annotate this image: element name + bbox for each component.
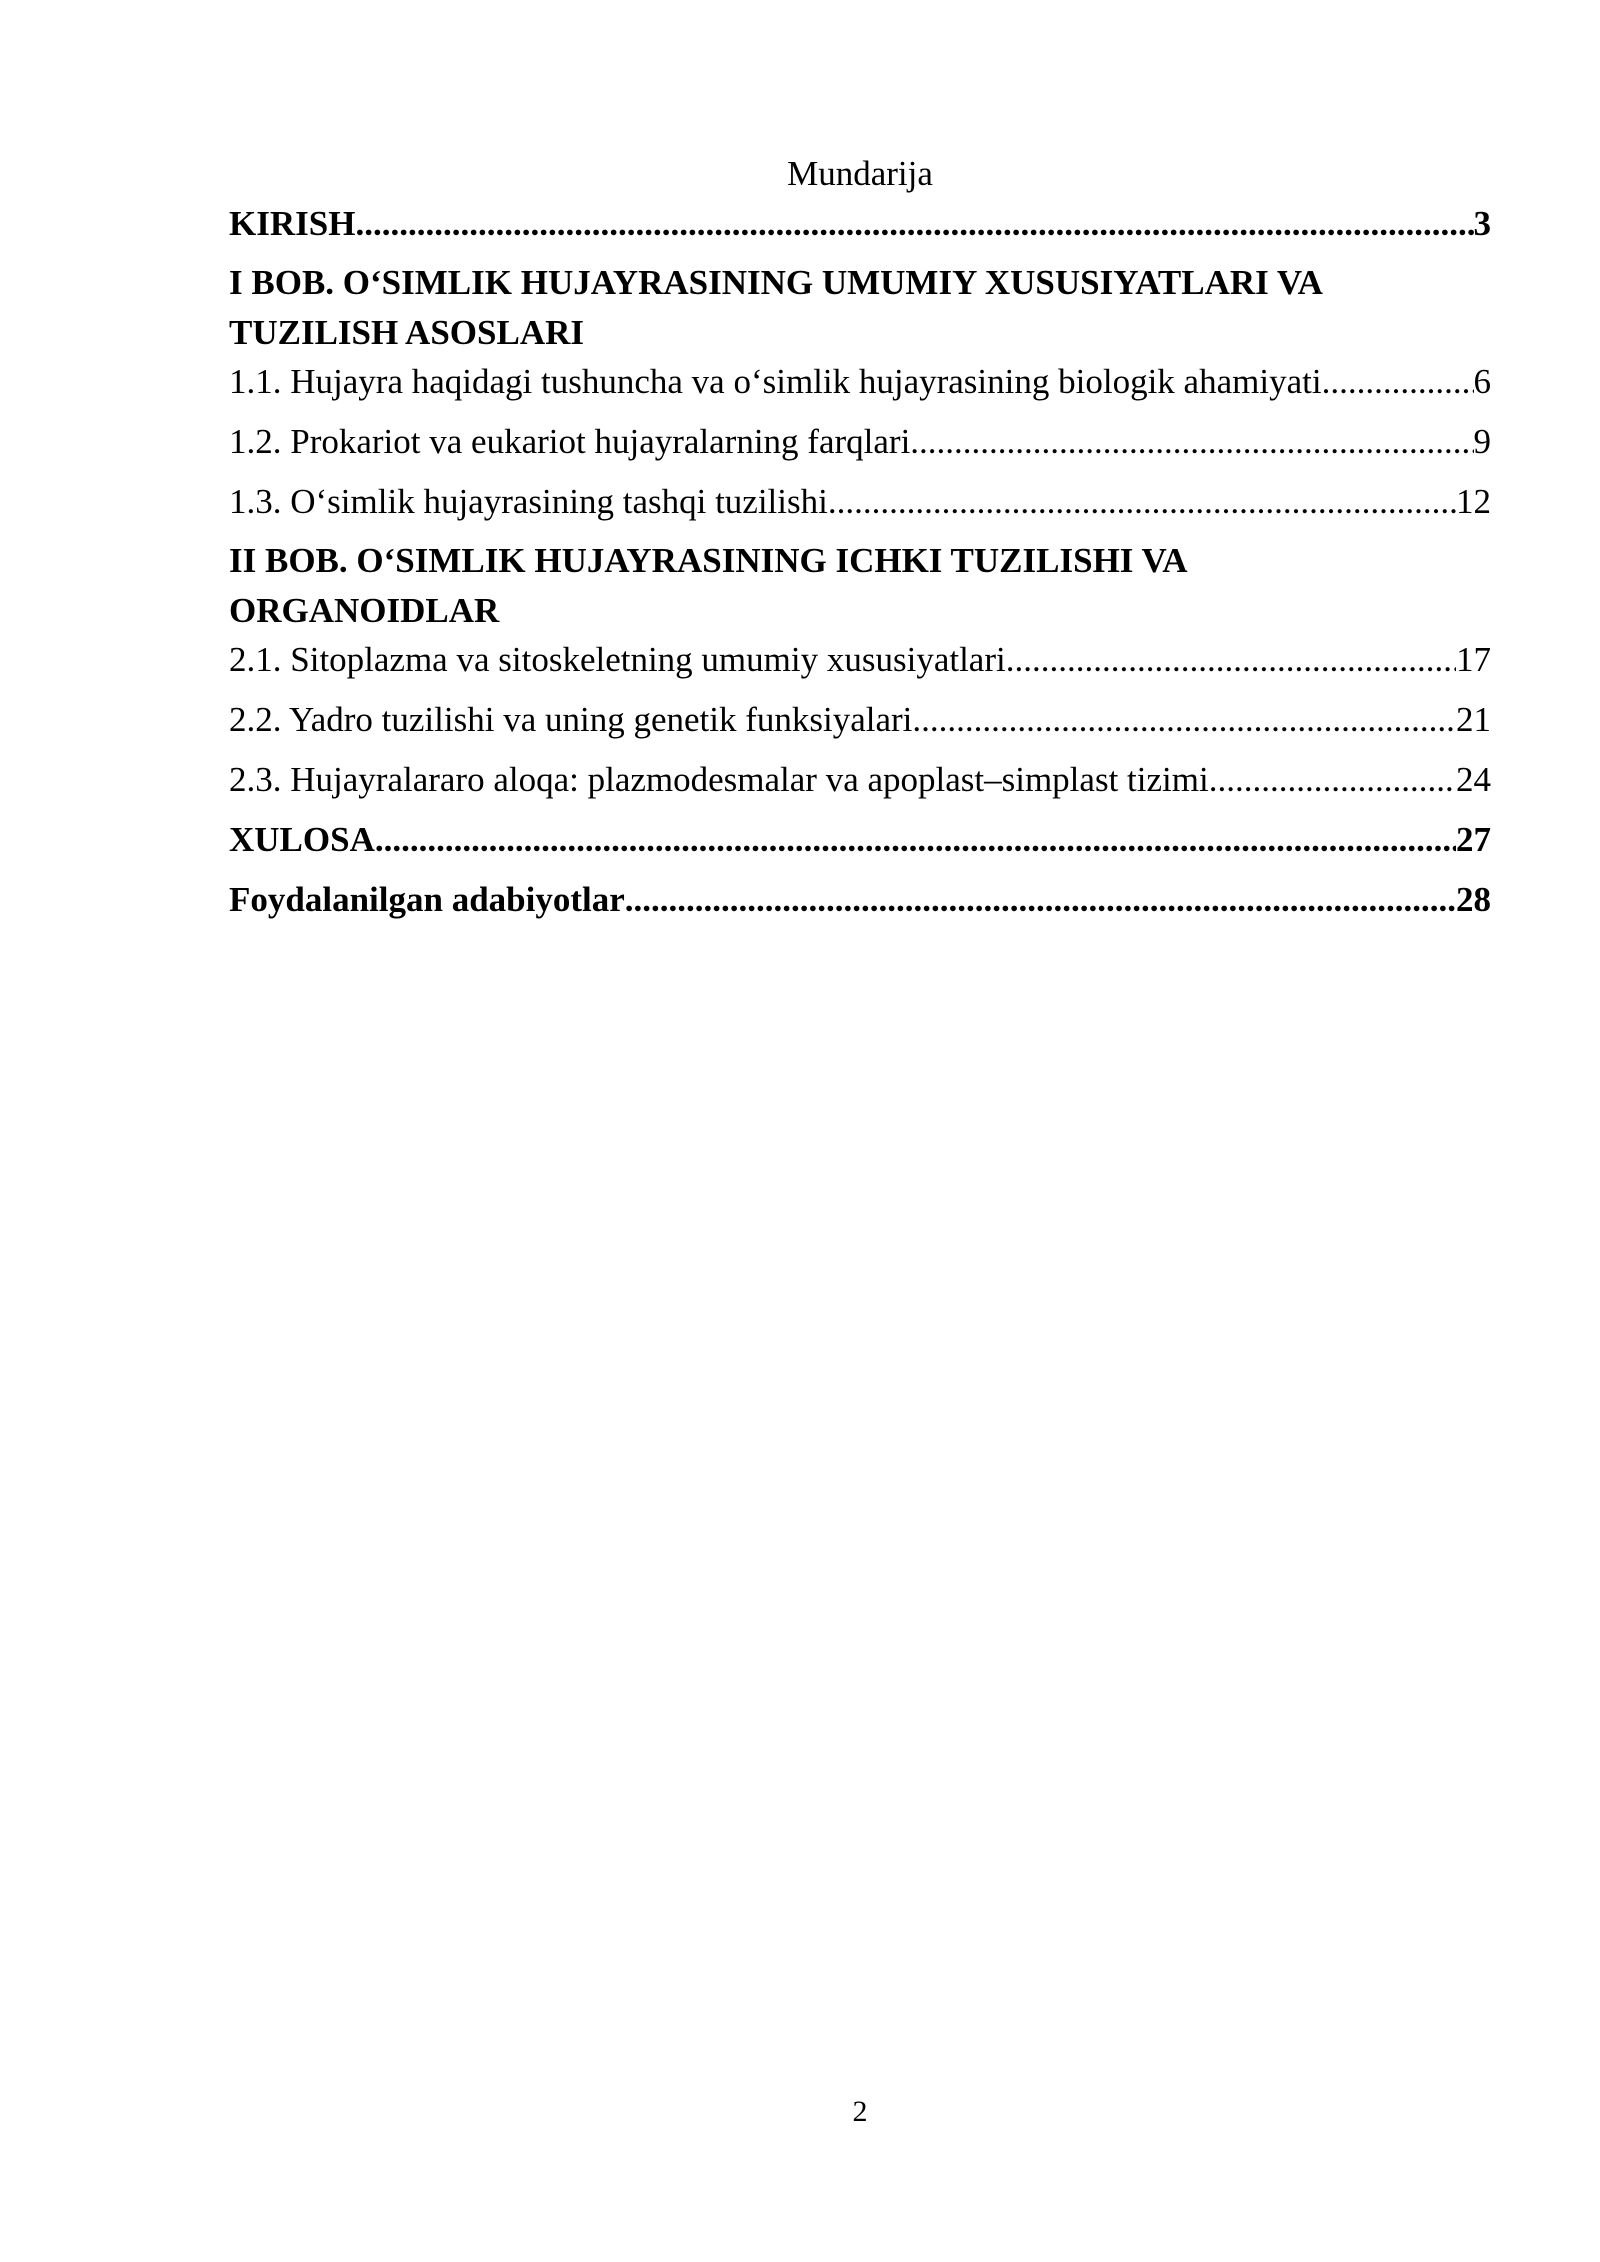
toc-entry-page: 28 (1456, 880, 1491, 919)
toc-entry-label: KIRISH (229, 204, 356, 243)
toc-entry-1-1[interactable] (229, 358, 1491, 406)
dot-leader (1006, 636, 1456, 684)
toc-entry-2-1[interactable] (229, 636, 1491, 684)
toc-entry-label: 2.1. Sitoplazma va sitoskeletning umumiy xususiyatlari (229, 640, 1006, 679)
toc-entry-page: 27 (1456, 820, 1491, 859)
dot-leader (1322, 358, 1474, 406)
toc-entry-page: 24 (1456, 760, 1491, 799)
toc-entry-label: 1.3. O‘simlik hujayrasining tashqi tuzilishi (229, 482, 828, 521)
toc-entry-label: XULOSA (229, 820, 375, 859)
toc-entry-label: 2.3. Hujayralararo aloqa: plazmodesmalar va apoplast–simplast tizimi (229, 760, 1209, 799)
toc-chapter-1[interactable] (229, 258, 1491, 358)
chapter-title-line: I BOB. O‘SIMLIK HUJAYRASINING UMUMIY XUSUSIYATLARI VA (229, 263, 1323, 302)
toc-entry-label: Foydalanilgan adabiyotlar (229, 880, 625, 919)
toc-entry-label: 1.2. Prokariot va eukariot hujayralarning farqlari (229, 422, 911, 461)
toc-entry-page: 9 (1473, 422, 1491, 461)
toc-entry-xulosa[interactable] (229, 816, 1491, 864)
dot-leader (375, 816, 1456, 864)
dot-leader (355, 200, 1473, 248)
toc-entry-page: 12 (1456, 482, 1491, 521)
page-number: 2 (852, 2095, 868, 2128)
chapter-title-line: ORGANOIDLAR (229, 591, 500, 630)
toc-entry-1-2[interactable] (229, 418, 1491, 466)
toc-entry-2-2[interactable] (229, 696, 1491, 744)
toc-entry-page: 6 (1473, 362, 1491, 401)
dot-leader (912, 696, 1456, 744)
toc-entry-page: 3 (1473, 204, 1491, 243)
toc-entry-page: 17 (1456, 640, 1491, 679)
toc-entry-adabiyotlar[interactable] (229, 876, 1491, 924)
toc-chapter-2[interactable] (229, 536, 1491, 636)
chapter-title-line: TUZILISH ASOSLARI (229, 313, 585, 352)
toc-entry-label: 1.1. Hujayra haqidagi tushuncha va o‘simlik hujayrasining biologik ahamiyati (229, 362, 1322, 401)
toc-title: Mundarija (787, 154, 933, 193)
dot-leader (828, 478, 1456, 526)
dot-leader (1209, 756, 1456, 804)
toc-entry-2-3[interactable] (229, 756, 1491, 804)
table-of-contents (229, 200, 1491, 924)
chapter-title-line: II BOB. O‘SIMLIK HUJAYRASINING ICHKI TUZILISHI VA (229, 541, 1188, 580)
dot-leader (910, 418, 1473, 466)
toc-entry-kirish[interactable] (229, 200, 1491, 248)
toc-entry-label: 2.2. Yadro tuzilishi va uning genetik funksiyalari (229, 700, 913, 739)
toc-entry-page: 21 (1456, 700, 1491, 739)
toc-entry-1-3[interactable] (229, 478, 1491, 526)
dot-leader (625, 876, 1456, 924)
